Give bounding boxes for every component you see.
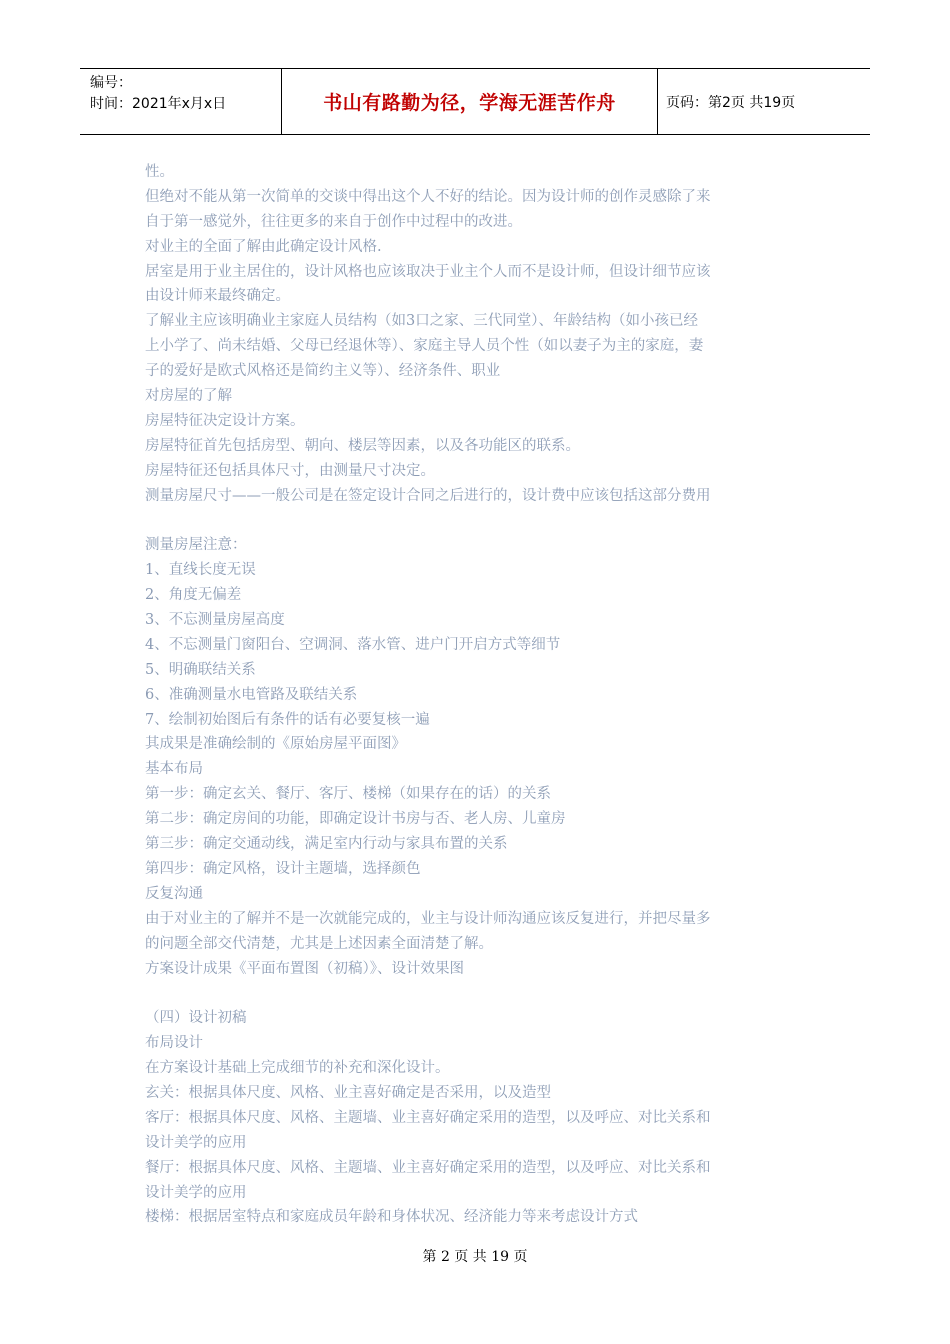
text-line: 对房屋的了解: [145, 388, 232, 405]
text-line: 房屋特征还包括具体尺寸，由测量尺寸决定。: [145, 462, 435, 479]
text-line: 7、绘制初始图后有条件的话有必要复核一遍: [145, 711, 430, 728]
text-line: 居室是用于业主居住的，设计风格也应该取决于业主个人而不是设计师，但设计细节应该: [145, 263, 711, 280]
document-number-label: 编号：: [90, 75, 132, 91]
text-line: 设计美学的应用: [145, 1184, 247, 1201]
text-line: 但绝对不能从第一次简单的交谈中得出这个人不好的结论。因为设计师的创作灵感除了来: [145, 188, 711, 205]
text-line: 1、直线长度无误: [145, 562, 256, 579]
text-line: 由于对业主的了解并不是一次就能完成的，业主与设计师沟通应该反复进行，并把尽量多: [145, 910, 711, 927]
text-line: 的问题全部交代清楚，尤其是上述因素全面清楚了解。: [145, 935, 493, 952]
text-line: 5、明确联结关系: [145, 661, 256, 678]
text-line: 玄关：根据具体尺度、风格、业主喜好确定是否采用，以及造型: [145, 1084, 551, 1101]
text-line: 第四步：确定风格，设计主题墙，选择颜色: [145, 860, 421, 877]
text-line: 性。: [145, 164, 174, 180]
text-line: 由设计师来最终确定。: [145, 288, 290, 305]
text-line: （四）设计初稿: [145, 1010, 247, 1027]
text-line: 第一步：确定玄关、餐厅、客厅、楼梯（如果存在的话）的关系: [145, 786, 551, 803]
text-line: 自于第一感觉外，往往更多的来自于创作中过程中的改进。: [145, 213, 522, 230]
header-page-label: 页码：第2页 共19页: [666, 94, 796, 111]
blank-line: [145, 981, 813, 1006]
page-footer: 第 2 页 共 19 页: [422, 1249, 528, 1265]
text-line: 3、不忘测量房屋高度: [145, 612, 285, 629]
text-line: 6、准确测量水电管路及联结关系: [145, 686, 358, 703]
page-header: [80, 68, 870, 135]
text-line: 4、不忘测量门窗阳台、空调洞、落水管、进户门开启方式等细节: [145, 636, 561, 653]
text-line: 设计美学的应用: [145, 1134, 247, 1151]
text-line: 对业主的全面了解由此确定设计风格.: [145, 238, 382, 255]
header-motto: 书山有路勤为径，学海无涯苦作舟: [282, 69, 658, 134]
text-line: 第三步：确定交通动线，满足室内行动与家具布置的关系: [145, 836, 508, 853]
text-line: 房屋特征决定设计方案。: [145, 412, 305, 429]
document-time-label: 时间：2021年x月x日: [90, 96, 227, 112]
document-body: [145, 160, 813, 1230]
text-line: 方案设计成果《平面布置图（初稿）》、设计效果图: [145, 960, 464, 977]
text-line: 上小学了、尚未结婚、父母已经退休等）、家庭主导人员个性（如以妻子为主的家庭，妻: [145, 338, 704, 355]
text-line: 测量房屋注意：: [145, 537, 247, 554]
text-line: 2、角度无偏差: [145, 587, 242, 604]
text-line: 房屋特征首先包括房型、朝向、楼层等因素，以及各功能区的联系。: [145, 437, 580, 454]
text-line: 在方案设计基础上完成细节的补充和深化设计。: [145, 1060, 450, 1077]
text-line: 基本布局: [145, 761, 203, 778]
text-line: 测量房屋尺寸——一般公司是在签定设计合同之后进行的，设计费中应该包括这部分费用: [145, 487, 711, 504]
text-line: 了解业主应该明确业主家庭人员结构（如3口之家、三代同堂）、年龄结构（如小孩已经: [145, 313, 698, 330]
header-info-cell: [80, 69, 282, 134]
text-line: 客厅：根据具体尺度、风格、主题墙、业主喜好确定采用的造型，以及呼应、对比关系和: [145, 1109, 711, 1126]
text-line: 布局设计: [145, 1035, 203, 1052]
text-line: 反复沟通: [145, 885, 203, 902]
text-line: 子的爱好是欧式风格还是简约主义等）、经济条件、职业: [145, 363, 501, 380]
text-line: 其成果是准确绘制的《原始房屋平面图》: [145, 736, 406, 753]
blank-line: [145, 508, 813, 533]
text-line: 餐厅：根据具体尺度、风格、主题墙、业主喜好确定采用的造型，以及呼应、对比关系和: [145, 1159, 711, 1176]
text-line: 楼梯：根据居室特点和家庭成员年龄和身体状况、经济能力等来考虑设计方式: [145, 1209, 638, 1226]
text-line: 第二步：确定房间的功能，即确定设计书房与否、老人房、儿童房: [145, 811, 566, 828]
